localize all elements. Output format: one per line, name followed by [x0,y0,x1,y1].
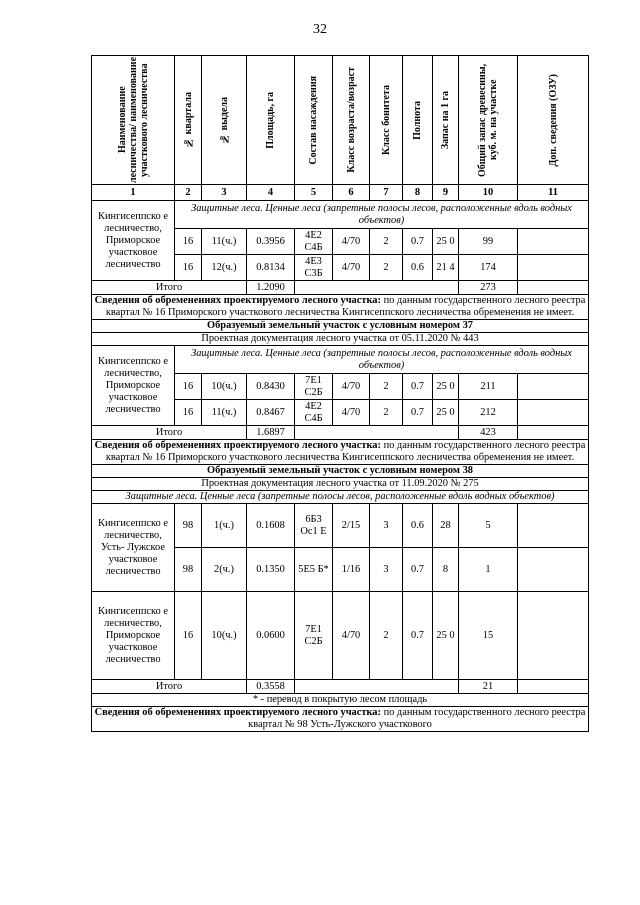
cell-sostav: 7Е1 С2Б [295,592,333,680]
column-header-text: Класс бонитета [380,84,392,155]
column-number: 1 [92,185,175,201]
cell-zapas: 25 0 [433,374,459,400]
column-header [459,56,518,185]
encumbrance-text: по данным государственного лесного реестра квартал № 98 Усть-Лужского участкового [248,707,586,730]
plot-title [92,465,589,478]
column-header-text: Состав насаждения [308,75,319,165]
total-area: 1.6897 [247,426,295,440]
category-row [92,201,589,229]
forest-category: Защитные леса. Ценные леса (запретные полосы лесов, расположенные вдоль водных объектов) [175,201,589,229]
cell-zapas: 25 0 [433,229,459,255]
column-number: 6 [333,185,370,201]
forestry-name: Кингисеппско е лесничество, Приморское участковое лесничество [92,592,175,680]
encumbrance-text: по данным государственного лесного реестра квартал № 16 Приморского участкового лесничества Кингисеппского лесничества обременения не имеет. [105,295,586,318]
project-doc [92,478,589,491]
column-header-text: Площадь, га [265,91,276,149]
total-spacer [295,426,459,440]
encumbrance-info [92,440,589,465]
cell-area: 0.8430 [247,374,295,400]
encumbrance-row [92,295,589,320]
cell-zapas: 25 0 [433,592,459,680]
cell-total: 212 [459,400,518,426]
cell-bon: 2 [370,229,403,255]
cell-vyd: 1(ч.) [202,504,247,548]
column-header [295,56,333,185]
total-area: 1.2090 [247,281,295,295]
cell-area: 0.8134 [247,255,295,281]
encumbrance-info [92,295,589,320]
cell-area: 0.0600 [247,592,295,680]
project-doc-cell: Проектная документация лесного участка от 11.09.2020 № 275 [92,478,589,491]
cell-sostav: 4Е2 С4Б [295,400,333,426]
cell-total: 174 [459,255,518,281]
project-doc-cell: Проектная документация лесного участка от 05.11.2020 № 443 [92,333,589,346]
column-number: 8 [403,185,433,201]
cell-vyd: 10(ч.) [202,592,247,680]
encumbrance-heading: Сведения об обременениях проектируемого лесного участка: [94,707,381,718]
cell-ozu [518,548,589,592]
cell-vozr: 4/70 [333,229,370,255]
total-label: Итого [92,426,247,440]
total-volume: 423 [459,426,518,440]
cell-sostav: 7Е1 С2Б [295,374,333,400]
cell-total: 15 [459,592,518,680]
total-ozu [518,281,589,295]
cell-vozr: 2/15 [333,504,370,548]
category-row [92,346,589,374]
cell-vozr: 4/70 [333,592,370,680]
cell-total: 99 [459,229,518,255]
cell-sostav: 5Е5 Б* [295,548,333,592]
column-header-text: Запас на 1 га [440,90,451,150]
cell-bon: 3 [370,548,403,592]
cell-ozu [518,504,589,548]
column-header-text: Класс возраста/возраст [345,67,357,173]
cell-sostav: 4Е2 С4Б [295,229,333,255]
page-number: 32 [313,22,327,37]
cell-poln: 0.6 [403,504,433,548]
cell-vyd: 12(ч.) [202,255,247,281]
encumbrance-heading: Сведения об обременениях проектируемого лесного участка: [94,440,381,451]
total-volume: 273 [459,281,518,295]
column-number: 3 [202,185,247,201]
encumbrance-row [92,707,589,732]
forestry-name: Кингисеппско е лесничество, Приморское участковое лесничество [92,201,175,281]
cell-bon: 2 [370,400,403,426]
cell-zapas: 8 [433,548,459,592]
cell-zapas: 25 0 [433,400,459,426]
cell-total: 1 [459,548,518,592]
column-header [518,56,589,185]
column-header-text: Общий запас древесины, куб. м. на участке [477,63,499,177]
cell-kv: 16 [175,255,202,281]
forestry-name: Кингисеппско е лесничество, Приморское участковое лесничество [92,346,175,426]
cell-bon: 3 [370,504,403,548]
column-header [92,56,175,185]
cell-poln: 0.7 [403,548,433,592]
column-header-text: Доп. сведения (ОЗУ) [547,73,559,167]
total-label: Итого [92,680,247,694]
cell-vozr: 4/70 [333,255,370,281]
cell-zapas: 21 4 [433,255,459,281]
column-header-text: № квартала [182,92,194,148]
cell-poln: 0.7 [403,229,433,255]
column-header [370,56,403,185]
project-doc [92,333,589,346]
column-number-row [92,185,589,201]
cell-area: 0.1350 [247,548,295,592]
cell-kv: 16 [175,229,202,255]
total-volume: 21 [459,680,518,694]
cell-poln: 0.7 [403,592,433,680]
cell-area: 0.1608 [247,504,295,548]
column-number: 11 [518,185,589,201]
data-row [92,592,589,680]
total-ozu [518,426,589,440]
column-header [202,56,247,185]
cell-vyd: 11(ч.) [202,229,247,255]
cell-kv: 16 [175,592,202,680]
column-number: 4 [247,185,295,201]
total-spacer [295,680,459,694]
cell-vozr: 1/16 [333,548,370,592]
data-row [92,504,589,548]
total-spacer [295,281,459,295]
column-header-text: № выдела [218,96,230,144]
column-number: 10 [459,185,518,201]
cell-bon: 2 [370,255,403,281]
cell-poln: 0.7 [403,400,433,426]
cell-kv: 16 [175,374,202,400]
column-header [403,56,433,185]
column-number: 9 [433,185,459,201]
total-row [92,426,589,440]
cell-vozr: 4/70 [333,400,370,426]
cell-area: 0.3956 [247,229,295,255]
total-ozu [518,680,589,694]
cell-ozu [518,255,589,281]
cell-kv: 16 [175,400,202,426]
forest-category: Защитные леса. Ценные леса (запретные полосы лесов, расположенные вдоль водных объектов) [175,346,589,374]
cell-vyd: 2(ч.) [202,548,247,592]
encumbrance-heading: Сведения об обременениях проектируемого лесного участка: [94,295,381,306]
cell-area: 0.8467 [247,400,295,426]
cell-sostav: 6Б3 Ос1 Е [295,504,333,548]
cell-vozr: 4/70 [333,374,370,400]
cell-total: 5 [459,504,518,548]
forest-category-row [92,491,589,504]
encumbrance-text: по данным государственного лесного реестра квартал № 16 Приморского участкового лесничества Кингисеппского лесничества обременения не имеет. [105,440,586,463]
cell-poln: 0.7 [403,374,433,400]
encumbrance-info [92,707,589,732]
cell-vyd: 10(ч.) [202,374,247,400]
cell-poln: 0.6 [403,255,433,281]
column-number: 2 [175,185,202,201]
cell-total: 211 [459,374,518,400]
cell-sostav: 4Е3 С3Б [295,255,333,281]
plot-title [92,320,589,333]
column-header [333,56,370,185]
header-row [92,56,589,185]
cell-ozu [518,592,589,680]
footnote-row [92,694,589,707]
cell-ozu [518,374,589,400]
forestry-name: Кингисеппско е лесничество, Усть- Лужское участковое лесничество [92,504,175,592]
column-number: 5 [295,185,333,201]
column-number: 7 [370,185,403,201]
column-header [433,56,459,185]
cell-vyd: 11(ч.) [202,400,247,426]
forest-plots-table [91,55,589,732]
plot-title-cell: Образуемый земельный участок с условным номером 37 [92,320,589,333]
cell-bon: 2 [370,592,403,680]
total-label: Итого [92,281,247,295]
encumbrance-row [92,440,589,465]
cell-ozu [518,400,589,426]
total-row [92,281,589,295]
total-area: 0.3558 [247,680,295,694]
cell-kv: 98 [175,504,202,548]
cell-ozu [518,229,589,255]
column-header-text: Наименование лесничества/ наименование участкового лесничества [116,56,150,183]
footnote-row-cell: * - перевод в покрытую лесом площадь [92,694,589,707]
column-header [175,56,202,185]
column-header-text: Полнота [412,100,423,140]
total-row [92,680,589,694]
plot-title-cell: Образуемый земельный участок с условным номером 38 [92,465,589,478]
forest-category-row-cell: Защитные леса. Ценные леса (запретные полосы лесов, расположенные вдоль водных объектов) [92,491,589,504]
cell-zapas: 28 [433,504,459,548]
cell-kv: 98 [175,548,202,592]
column-header [247,56,295,185]
cell-bon: 2 [370,374,403,400]
